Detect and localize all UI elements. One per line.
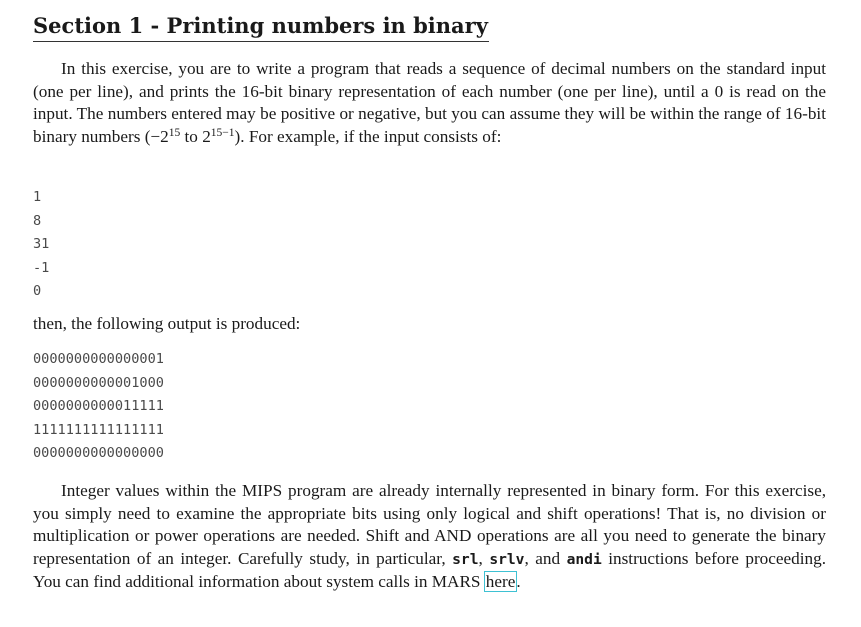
input-line: 0 — [33, 283, 42, 299]
closing-period: . — [516, 572, 521, 592]
separator: , — [478, 548, 490, 568]
intro-text: In this exercise, you are to write a program that reads a sequence of decimal numbers on the standard input (one per line), and prints the 16-bit binary representation of each number (one per line), until a 0 is read on the input. The numbers entered may be positive or negative, but you can assume they will be within the range of 16-bit binary numbers ( — [33, 59, 826, 146]
intro-text-end: ). For example, if the input consists of: — [234, 126, 502, 146]
closing-text: Integer values within the MIPS program are already internally represented in binary form. For this exercise, you simply need to examine the appropriate bits using only logical and shift operations! That is, no division or multiplication or power operations are needed. Shift and AND operations are all you need to generate the binary representation of an integer. Carefully study, in particular, — [33, 481, 826, 568]
output-line: 0000000000000000 — [33, 445, 164, 461]
range-to: to — [180, 126, 203, 146]
section-title: Section 1 - Printing numbers in binary — [33, 13, 488, 38]
output-intro-paragraph: then, the following output is produced: — [33, 314, 301, 333]
input-example-block — [33, 186, 49, 304]
output-line: 0000000000011111 — [33, 398, 164, 414]
range-high-base: 2 — [202, 126, 211, 146]
output-line: 1111111111111111 — [33, 421, 164, 438]
srlv-instruction: srlv — [489, 550, 525, 568]
andi-instruction: andi — [566, 550, 602, 568]
range-low-base: −2 — [150, 126, 169, 146]
output-example-block — [33, 348, 164, 466]
intro-paragraph — [33, 58, 826, 148]
closing-paragraph — [33, 480, 826, 594]
input-line: 31 — [33, 236, 50, 252]
input-line: -1 — [33, 259, 50, 276]
input-line: 1 — [33, 189, 42, 205]
mars-syscalls-link[interactable]: here — [485, 572, 516, 592]
range-low-exponent: 15 — [168, 126, 181, 139]
output-line: 0000000000000001 — [33, 351, 164, 367]
input-line: 8 — [33, 212, 42, 229]
title-underline — [33, 41, 489, 42]
separator: , and — [524, 548, 567, 568]
output-line: 0000000000001000 — [33, 374, 164, 391]
srl-instruction: srl — [452, 550, 479, 568]
range-high-exponent: 15−1 — [210, 126, 235, 139]
closing-text-cont: instructions before proceeding. You can find additional information about system calls in MARS — [33, 548, 827, 592]
